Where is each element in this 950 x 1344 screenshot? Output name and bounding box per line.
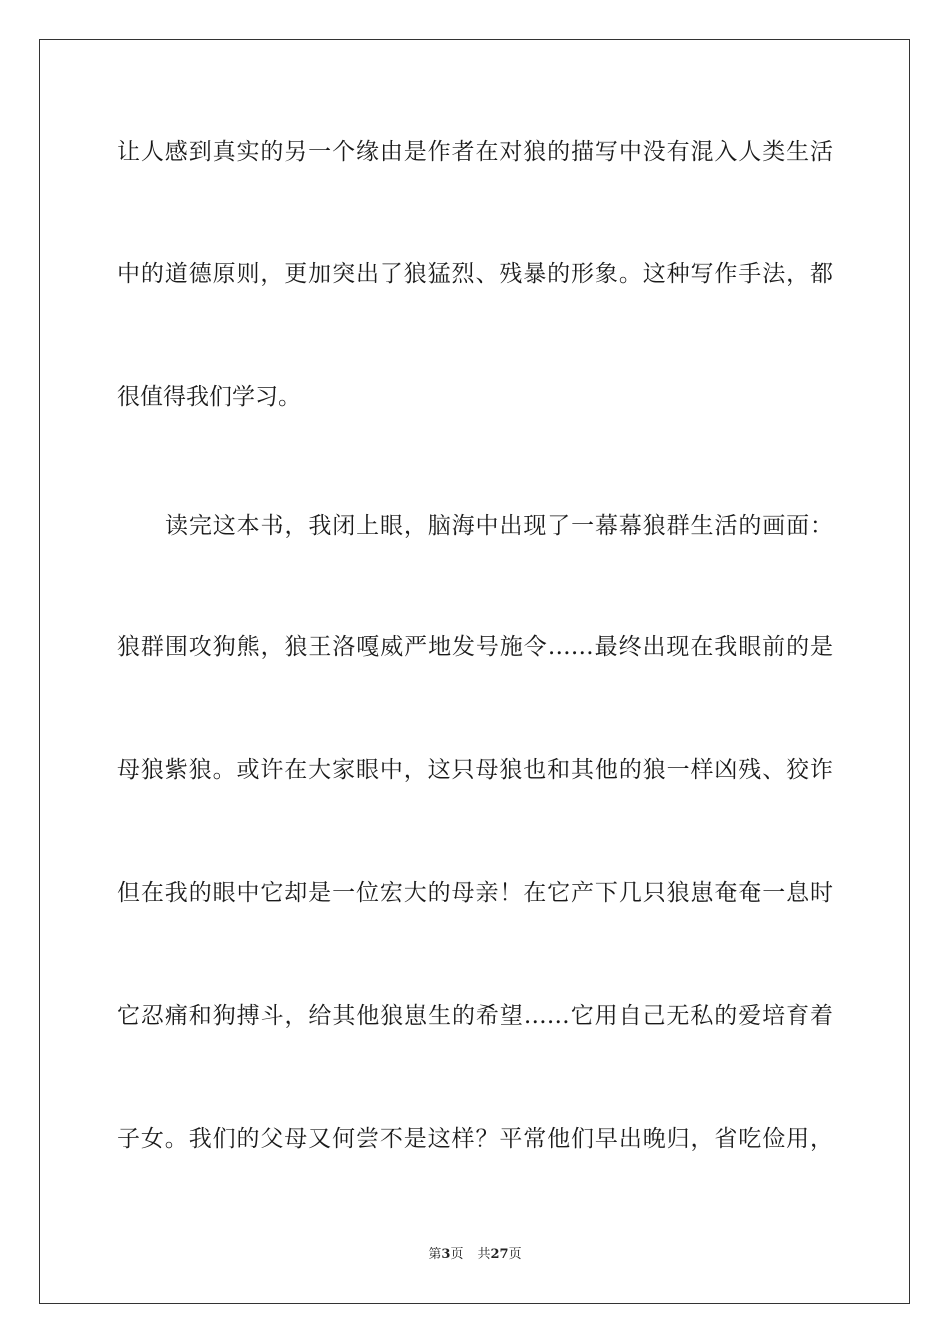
- total-label-prefix: 共: [477, 1247, 491, 1262]
- body-line-2: 中的道德原则，更加突出了狼猛烈、残暴的形象。这种写作手法，都: [117, 261, 833, 287]
- body-line-5: 狼群围攻狗熊，狼王洛嘎威严地发号施令……最终出现在我眼前的是: [117, 634, 833, 660]
- page-number: 3: [441, 1247, 451, 1262]
- body-line-3: 很值得我们学习。: [117, 384, 301, 410]
- body-line-7: 但在我的眼中它却是一位宏大的母亲！在它产下几只狼崽奄奄一息时: [117, 880, 833, 906]
- total-label-suffix: 页: [508, 1247, 522, 1262]
- body-line-8: 它忍痛和狗搏斗，给其他狼崽生的希望……它用自己无私的爱培育着: [117, 1003, 833, 1029]
- page-footer: [0, 1246, 950, 1264]
- page-label-prefix: 第: [428, 1247, 442, 1262]
- total-pages: 27: [490, 1247, 509, 1262]
- page-label-suffix: 页: [450, 1247, 464, 1262]
- body-line-4: 读完这本书，我闭上眼，脑海中出现了一幕幕狼群生活的画面：: [165, 513, 833, 539]
- body-line-1: 让人感到真实的另一个缘由是作者在对狼的描写中没有混入人类生活: [117, 139, 833, 165]
- body-line-6: 母狼紫狼。或许在大家眼中，这只母狼也和其他的狼一样凶残、狡诈: [117, 757, 833, 783]
- page-border: [39, 39, 910, 1304]
- body-line-9: 子女。我们的父母又何尝不是这样？平常他们早出晚归，省吃俭用，: [117, 1126, 833, 1152]
